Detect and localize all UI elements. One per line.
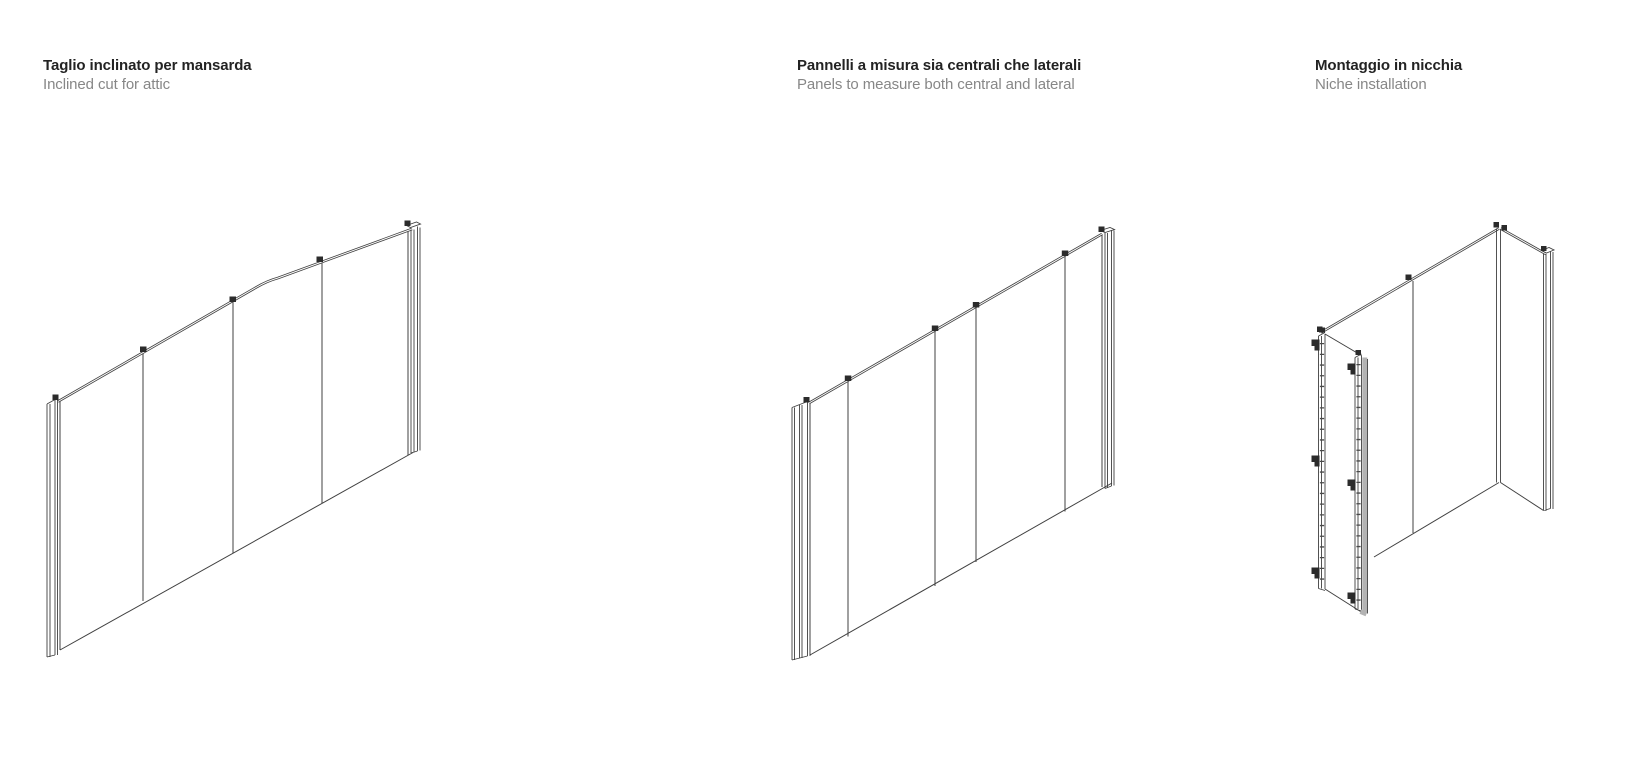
figure-subtitle: Inclined cut for attic <box>43 76 171 93</box>
figure-title: Pannelli a misura sia centrali che laterali <box>797 57 1082 74</box>
mount-brackets-right <box>1348 364 1356 604</box>
diagram-niche-installation <box>1312 222 1555 614</box>
figure-subtitle: Niche installation <box>1315 76 1427 93</box>
diagram-inclined-cut <box>47 221 421 658</box>
panel-back-with-hanging-tracks <box>1312 328 1368 615</box>
figure-title: Taglio inclinato per mansarda <box>43 57 252 74</box>
diagram-panels-to-measure <box>792 227 1115 661</box>
figure-title: Montaggio in nicchia <box>1315 57 1463 74</box>
figure-subtitle: Panels to measure both central and lateral <box>797 76 1075 93</box>
